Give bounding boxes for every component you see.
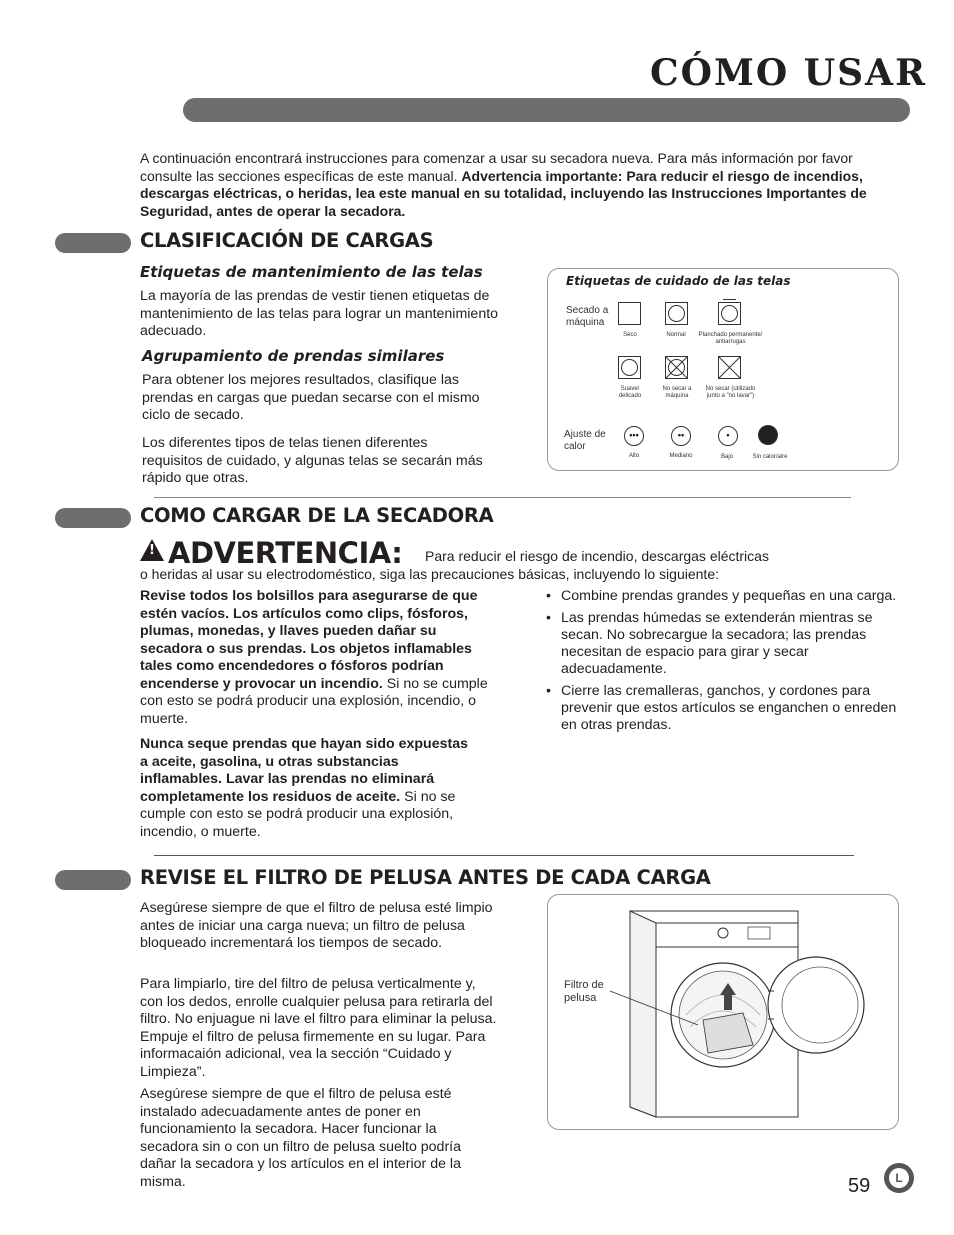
warning-oil-normal: Si no se cumple con esto se podrá producir una explosión, incendio, o muerte. bbox=[140, 788, 456, 840]
heat-medium-icon: •• bbox=[671, 426, 691, 446]
header-bar bbox=[183, 98, 910, 122]
warning-text-2: o heridas al usar su electrodoméstico, siga las precauciones básicas, incluyendo lo siguiente: bbox=[140, 566, 719, 582]
care-labels-title: Etiquetas de cuidado de las telas bbox=[566, 274, 791, 288]
care-mediano: Mediano bbox=[669, 453, 693, 459]
dryer-illustration bbox=[548, 895, 898, 1129]
divider bbox=[154, 855, 854, 856]
no-machine-dry-icon bbox=[665, 356, 688, 379]
section-title-clasificacion: CLASIFICACIÓN DE CARGAS bbox=[140, 229, 434, 252]
section-marker bbox=[55, 508, 131, 528]
warning-triangle-icon: ! bbox=[140, 539, 164, 561]
warning-text-1: Para reducir el riesgo de incendio, descargas eléctricas bbox=[425, 548, 769, 564]
loading-tips-list bbox=[546, 588, 901, 739]
section-title-filtro: REVISE EL FILTRO DE PELUSA ANTES DE CADA CARGA bbox=[140, 866, 711, 889]
intro-normal: A continuación encontrará instrucciones para comenzar a usar su secadora nueva. Para más información por favor consulte las secciones específicas de este manual. bbox=[140, 150, 853, 184]
warning-oil-bold: Nunca seque prendas que hayan sido expuestas a aceite, gasolina, u otras substancias inflamables. Lavar las prendas no eliminará completamente los residuos de aceite. bbox=[140, 736, 468, 805]
intro-paragraph bbox=[140, 150, 895, 220]
care-no-secar-2: No secar (utilizado junto a "no lavar") bbox=[705, 386, 756, 399]
page-number: 59 bbox=[848, 1175, 871, 1197]
divider bbox=[154, 497, 851, 498]
subheading-etiquetas: Etiquetas de mantenimiento de las telas bbox=[140, 263, 483, 281]
care-sin-calor: Sin calor/aire bbox=[752, 454, 788, 460]
paragraph-filtro-2: Para limpiarlo, tire del filtro de pelusa verticalmente y, con los dedos, enrolle cualquier pelusa para retirarla del filtro. No enjuague ni lave el filtro para eliminar la pelusa. Empuje el filtro de pelusa firmemente en su lugar. Para informacaión adicional, vea la sección “Cuidado y Limpieza”. bbox=[140, 976, 497, 1080]
heat-low-icon: • bbox=[718, 426, 738, 446]
list-item: • Cierre las cremalleras, ganchos, y cordones para prevenir que estos artículos se enganchen o enreden en otras prendas. bbox=[546, 683, 901, 734]
page-title: CÓMO USAR bbox=[650, 52, 927, 94]
paragraph-tipos-telas: Los diferentes tipos de telas tienen diferentes requisitos de cuidado, y algunas telas se secarán más rápido que otras. bbox=[142, 435, 483, 486]
paragraph-agrupamiento: Para obtener los mejores resultados, clasifique las prendas en cargas que puedan secarse con el mismo ciclo de secado. bbox=[142, 372, 480, 423]
care-seco: Seco bbox=[623, 332, 637, 338]
intro-bold: Advertencia importante: Para reducir el riesgo de incendios, descargas eléctricas, o heridas, lea este manual en su totalidad, incluyendo las Instrucciones Importantes de Seguridad, antes de operar la secadora. bbox=[140, 167, 867, 219]
paragraph-filtro-1: Asegúrese siempre de que el filtro de pelusa esté limpio antes de iniciar una carga nueva; un filtro de pelusa bloqueado incrementará los tiempos de secado. bbox=[140, 900, 493, 951]
care-bajo: Bajo bbox=[720, 454, 733, 460]
section-marker bbox=[55, 233, 131, 253]
dry-permanent-press-icon bbox=[718, 302, 741, 325]
dry-square-icon bbox=[618, 302, 641, 325]
list-item: • Las prendas húmedas se extenderán mientras se secan. No sobrecargue la secadora; las prendas necesitan de espacio para girar y secar adecuadamente. bbox=[546, 610, 901, 678]
section-marker bbox=[55, 870, 131, 890]
care-planchado: Planchado permanente/ antiarrugas bbox=[698, 332, 763, 345]
dryer-illustration-box bbox=[547, 894, 899, 1130]
dry-delicate-icon bbox=[618, 356, 641, 379]
warning-pockets-bold: Revise todos los bolsillos para asegurarse de que estén vacíos. Los artículos como clips, fósforos, plumas, monedas, y llaves pueden dañar su secadora o sus prendas. Los objetos inflamables tales como encendedores o fósforos podrían encenderse y provocar un incendio. bbox=[140, 588, 478, 692]
heat-none-icon bbox=[758, 425, 778, 445]
warning-pockets bbox=[140, 588, 490, 728]
dry-normal-icon bbox=[665, 302, 688, 325]
warning-oil bbox=[140, 736, 470, 841]
do-not-dry-icon bbox=[718, 356, 741, 379]
section-title-como-cargar: COMO CARGAR DE LA SECADORA bbox=[140, 504, 494, 527]
subheading-agrupamiento: Agrupamiento de prendas similares bbox=[142, 347, 445, 365]
warning-word: ADVERTENCIA: bbox=[168, 536, 403, 570]
heat-high-icon: ••• bbox=[624, 426, 644, 446]
lg-logo-icon: L bbox=[884, 1163, 914, 1193]
list-item: • Combine prendas grandes y pequeñas en una carga. bbox=[546, 588, 901, 605]
care-labels-box bbox=[547, 268, 899, 471]
heat-setting-label: Ajuste de calor bbox=[564, 429, 606, 452]
machine-dry-label: Secado a máquina bbox=[566, 305, 609, 328]
warning-pockets-normal: Si no se cumple con esto se podrá producir una explosión, incendio, o muerte. bbox=[140, 675, 488, 727]
lint-filter-callout: Filtro de pelusa bbox=[564, 979, 604, 1004]
care-suave: Suave/ delicado bbox=[618, 386, 642, 399]
care-normal: Normal bbox=[666, 332, 686, 338]
warning-heading bbox=[140, 536, 402, 570]
paragraph-filtro-3: Asegúrese siempre de que el filtro de pelusa esté instalado adecuadamente antes de poner en funcionamiento la secadora. Hacer funcionar la secadora sin o con un filtro de pelusa suelto podría dañar la secadora y los artículos en el interior de la misma. bbox=[140, 1086, 461, 1190]
paragraph-etiquetas: La mayoría de las prendas de vestir tienen etiquetas de mantenimiento de las telas para lograr un mantenimiento adecuado. bbox=[140, 288, 499, 339]
care-alto: Alto bbox=[628, 453, 640, 459]
care-no-secar: No secar a máquina bbox=[662, 386, 692, 399]
